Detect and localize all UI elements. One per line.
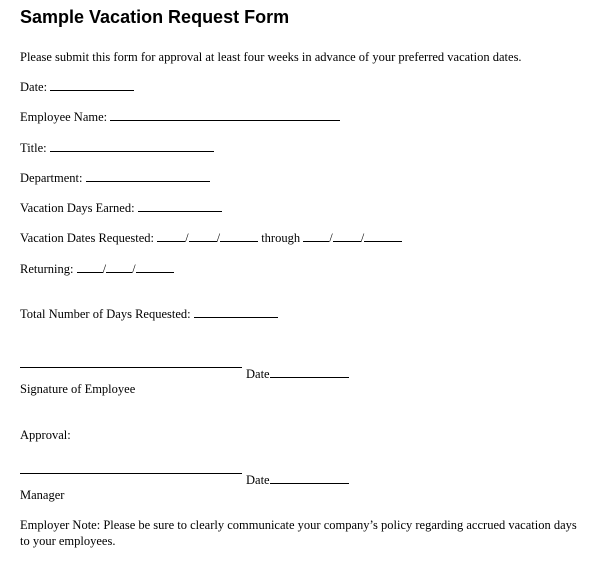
end-month-field[interactable]	[303, 230, 329, 242]
date-label: Date:	[20, 80, 48, 94]
start-day-field[interactable]	[189, 230, 217, 242]
manager-signature-date-field[interactable]	[270, 472, 349, 484]
signature-label: Signature of Employee	[20, 382, 136, 396]
date-separator: /	[360, 231, 365, 245]
employee-signature-date-field[interactable]	[270, 366, 349, 378]
total-days-field[interactable]	[194, 306, 278, 318]
department-field[interactable]	[86, 170, 210, 182]
department-label: Department:	[20, 171, 83, 185]
employee-name-field[interactable]	[110, 109, 340, 121]
approval-label: Approval:	[20, 428, 71, 442]
date-row	[20, 79, 134, 95]
department-row	[20, 170, 210, 186]
employee-signature-line[interactable]	[20, 367, 242, 368]
returning-year-field[interactable]	[136, 261, 174, 273]
form-title: Sample Vacation Request Form	[20, 7, 290, 27]
date-separator: /	[102, 262, 107, 276]
end-year-field[interactable]	[364, 230, 402, 242]
manager-signature-date-label: Date	[246, 473, 270, 487]
title-label: Title:	[20, 141, 47, 155]
intro-text: Please submit this form for approval at least four weeks in advance of your preferred vacation dates.	[20, 50, 522, 64]
total-days-row	[20, 306, 278, 322]
date-separator: /	[132, 262, 136, 276]
manager-label: Manager	[20, 488, 65, 502]
days-earned-label: Vacation Days Earned:	[20, 201, 135, 215]
employer-note: Employer Note: Please be sure to clearly communicate your company’s policy regarding accrued vacation days to your employees.	[20, 518, 577, 548]
employee-signature-date-label: Date	[246, 367, 270, 381]
title-field[interactable]	[50, 140, 214, 152]
dates-requested-row	[20, 230, 402, 246]
date-separator: /	[329, 231, 333, 245]
days-earned-row	[20, 200, 222, 216]
days-earned-field[interactable]	[138, 200, 222, 212]
manager-signature-date-row	[246, 472, 349, 488]
end-day-field[interactable]	[333, 230, 361, 242]
returning-label: Returning:	[20, 262, 74, 276]
date-field[interactable]	[50, 79, 134, 91]
dates-requested-label: Vacation Dates Requested:	[20, 231, 154, 245]
employee-signature-date-row	[246, 366, 349, 382]
start-month-field[interactable]	[157, 230, 185, 242]
start-year-field[interactable]	[220, 230, 258, 242]
through-label: through	[261, 231, 301, 245]
total-days-label: Total Number of Days Requested:	[20, 307, 191, 321]
returning-month-field[interactable]	[77, 261, 103, 273]
title-row	[20, 140, 214, 156]
returning-day-field[interactable]	[106, 261, 132, 273]
employee-name-row	[20, 109, 340, 125]
date-separator: /	[185, 231, 189, 245]
date-separator: /	[216, 231, 221, 245]
manager-signature-line[interactable]	[20, 473, 242, 474]
employee-name-label: Employee Name:	[20, 110, 108, 124]
returning-row	[20, 261, 174, 277]
